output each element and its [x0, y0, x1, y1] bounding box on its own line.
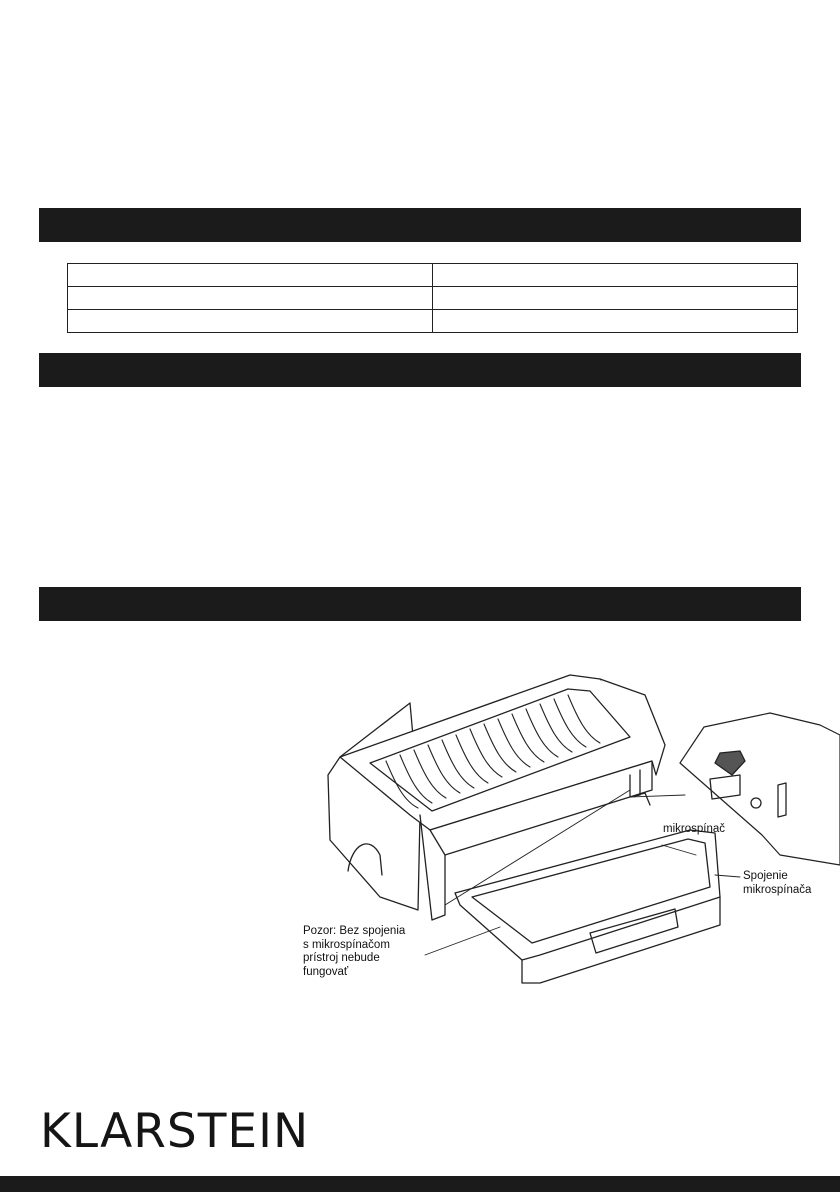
section-header-bar: [39, 587, 801, 621]
table-cell: [433, 310, 798, 333]
table-cell: [68, 287, 433, 310]
spec-table: [67, 263, 798, 333]
table-cell: [68, 310, 433, 333]
warning-label: [303, 925, 405, 979]
table-cell: [68, 264, 433, 287]
table-row: [68, 287, 798, 310]
grill-assembly-figure: [300, 665, 840, 1010]
connection-label-line: mikrospínača: [743, 883, 812, 896]
warning-label-line: s mikrospínačom: [303, 938, 390, 951]
warning-label-line: prístroj nebude: [303, 952, 380, 964]
table-row: [68, 264, 798, 287]
footer-bar: [0, 1176, 840, 1192]
table-cell: [433, 264, 798, 287]
table-cell: [433, 287, 798, 310]
section-header-bar: [39, 353, 801, 387]
table-row: [68, 310, 798, 333]
section-header-bar: [39, 208, 801, 242]
warning-label-line: Pozor: Bez spojenia: [303, 925, 406, 937]
microswitch-label: mikrospínač: [663, 823, 725, 835]
connection-label-line: Spojenie: [743, 870, 788, 882]
connection-label: [743, 870, 811, 897]
brand-logo: KLARSTEIN: [40, 1104, 310, 1159]
warning-label-line: fungovať: [303, 965, 349, 978]
